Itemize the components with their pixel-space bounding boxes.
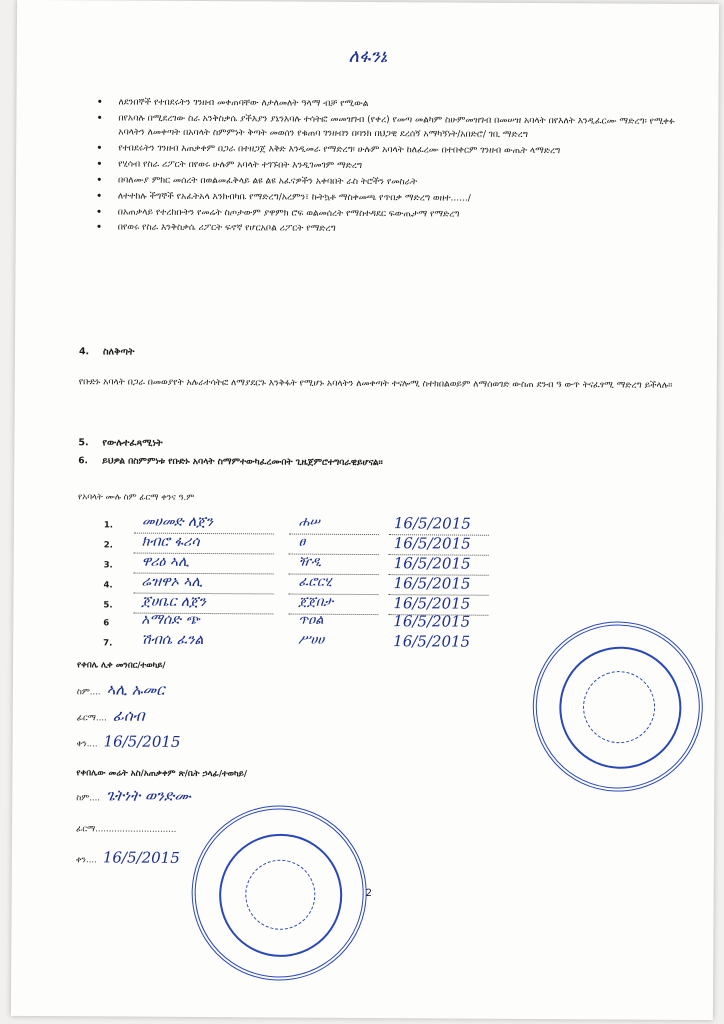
receiver-signature-field: ፊርማ.... ፊሰብ bbox=[76, 706, 145, 725]
receiver-signature-value: ፊሰብ bbox=[112, 706, 145, 725]
member-name: አማሰድ ጭ bbox=[141, 611, 200, 628]
section-4-text: የቡድኑ አባላት በጋራ በመወያየት አሉራተሳትፎ ለማያደርጉ እንቅፋት የሚሆኑ አባላትን ለመቀጣት ተናሎሚ ስተክበልወይም ለማሰወገድ ውስጠ ደንብ ዓ ውጥ ትናፈፃሚ ማድረግ ይችላሉ። bbox=[78, 377, 673, 391]
member-signature: ፈሮርሂ bbox=[298, 574, 332, 590]
member-date: 16/5/2015 bbox=[393, 534, 471, 553]
member-date: 16/5/2015 bbox=[393, 612, 471, 631]
office-name-value: ጌትነት ወንድሙ bbox=[105, 786, 191, 805]
member-name: መሀመድ ለጀን bbox=[141, 513, 214, 531]
list-item: • በአጠቃላይ የተረከቡትን የመሬት ስጦታውም ያዋምክ ሮፍ ወልመሰረት የማስተዳደር ፍውጤታማ የማድረግ bbox=[96, 206, 696, 223]
section-4-heading: 4. ስለቅጣት bbox=[78, 346, 135, 358]
section-6-text: 6. ይህዎል በስምምነቱ የቡድኑ አባላት ስማምተውካፈረሙበት ጊዜጀምሮተግባራዊይሆናል። bbox=[78, 456, 383, 469]
page-title: ለፋንኔ bbox=[348, 45, 388, 68]
member-date: 16/5/2015 bbox=[393, 554, 471, 573]
member-signature: ፀ bbox=[298, 534, 306, 550]
member-signature: ጀጀበታ bbox=[298, 594, 334, 610]
member-row: 1. መሀመድ ለጀን ሐሠ 16/5/2015 bbox=[104, 516, 524, 537]
member-name: ሽብሴ ፈንል bbox=[141, 631, 204, 649]
member-date: 16/5/2015 bbox=[393, 594, 471, 613]
member-signature: ሐሠ bbox=[298, 514, 320, 530]
list-item: • በባለሙያ ምክር መሰረት በወልመፈቅላይ ልዩ ልዩ አፈናዎችን አቀባበት ራስ ትሮችን የመስራት bbox=[96, 174, 696, 191]
office-date-value: 16/5/2015 bbox=[102, 848, 180, 867]
kebele-stamp bbox=[509, 598, 724, 815]
responsibility-list bbox=[96, 96, 697, 241]
receiver-date-value: 16/5/2015 bbox=[103, 732, 181, 751]
office-signature-field: ፊርማ.............................. bbox=[76, 824, 177, 835]
section-5-heading: 5. የውሉተፈጻሚነት bbox=[78, 437, 163, 449]
list-item: • በየወሩ የስራ እንቅስቃሴ ሪፖርት ፍኖኛ የሆርአቦል ሪፖርት የማድረግ bbox=[96, 222, 696, 239]
list-item: • ለደንበኞች የተበደሩትን ገንዘብ መቀጠባቸው ለታለመለት ዓላማ ብቻ የሚውል bbox=[96, 96, 696, 113]
list-item: • በየአባሉ በሚደረገው ስራ አንቅስቃሴ ያችእያን ያኔንእባሉ ተሳትፎ መመዝገብ (የቀረ) የመጣ መልካም ስሁምመዝገብ በመሠዝ አባላት በየእለት እንዲፈርሙ ማድረግ፡ የሚቀፉ አባላትን ለመቀጣት በአባላት ስምምነት ቅጣት መወሰን የቁጠባ ገንዘብን በባንክ በህጋዊ ደረሰኝ አማካኝነት/አበድሮ/ ገቢ ማድረግ bbox=[96, 112, 696, 143]
member-date: 16/5/2015 bbox=[393, 514, 471, 533]
list-item: • የሂሳብ የስራ ሪፖርት በየወሩ ሁሉም አባላት ተገኙበት እንዲገመገም ማድረግ bbox=[96, 158, 696, 175]
receiver-heading: የቀበሌ ሊቀ መንበር/ተወካይ/ bbox=[77, 660, 166, 671]
office-stamp bbox=[175, 789, 383, 997]
receiver-date-field: ቀን.... 16/5/2015 bbox=[76, 732, 181, 751]
member-name: ሬዝዋኦ ኣሊ bbox=[141, 573, 203, 591]
member-row: 6 አማሰድ ጭ ጥዐል 16/5/2015 bbox=[103, 611, 471, 631]
member-name: ዋሪዕ ኣሊ bbox=[141, 553, 190, 570]
page-number: 2 bbox=[365, 888, 373, 900]
member-date: 16/5/2015 bbox=[393, 632, 471, 651]
member-row: 4. ሬዝዋኦ ኣሊ ፈሮርሂ 16/5/2015 bbox=[103, 576, 523, 597]
member-row: 2. ክብሮ ፋሪሳ ፀ 16/5/2015 bbox=[104, 536, 524, 557]
member-row: 5. ጀሀቤር ለጀን ጀጀበታ 16/5/2015 bbox=[103, 596, 523, 617]
member-signature: ዥዲ bbox=[298, 554, 322, 570]
list-item: • ለተተከሉ ችግኞች የአፈትአላ እንክብካቤ የማድረግ/አረምን፣ ኩትኳቶ ማስቀመጫ የጥበቃ ማድረግ ወዘተ....../ bbox=[96, 190, 696, 207]
member-signature: ጥዐል bbox=[298, 612, 324, 628]
members-label: የአባላት ሙሉ ስም ፊርማ ቀንና ዓ.ም bbox=[78, 492, 195, 503]
office-date-field: ቀን.... 16/5/2015 bbox=[75, 848, 180, 867]
member-row: 3. ዋሪዕ ኣሊ ዥዲ 16/5/2015 bbox=[104, 556, 524, 577]
member-row: 7. ሽብሴ ፈንል ሥሀሀ 16/5/2015 bbox=[103, 631, 471, 651]
receiver-name-value: ኣሊ ኡመር bbox=[106, 680, 165, 699]
document-page bbox=[11, 0, 719, 1020]
member-date: 16/5/2015 bbox=[393, 574, 471, 593]
member-name: ጀሀቤር ለጀን bbox=[141, 593, 206, 611]
list-item: • የተበደሩትን ገንዘብ እጠቃቀም በጋራ በተዘጋጀ እቅድ እንዲመራ የማድረግ፡ ሁሉም አባላት ከለፈረሙ በተበቀርም ገንዘብ ውጤት ላማድረግ bbox=[96, 142, 696, 159]
member-signature: ሥሀሀ bbox=[298, 632, 325, 648]
office-name-field: ስም.... ጌትነት ወንድሙ bbox=[76, 786, 191, 805]
office-heading: የቀበሌው መሬት አስ/አጠቃቀም ጽ/ቤት ኃላፊ/ተወካይ/ bbox=[76, 768, 248, 780]
receiver-name-field: ስም.... ኣሊ ኡመር bbox=[76, 680, 165, 699]
member-name: ክብሮ ፋሪሳ bbox=[141, 533, 200, 550]
